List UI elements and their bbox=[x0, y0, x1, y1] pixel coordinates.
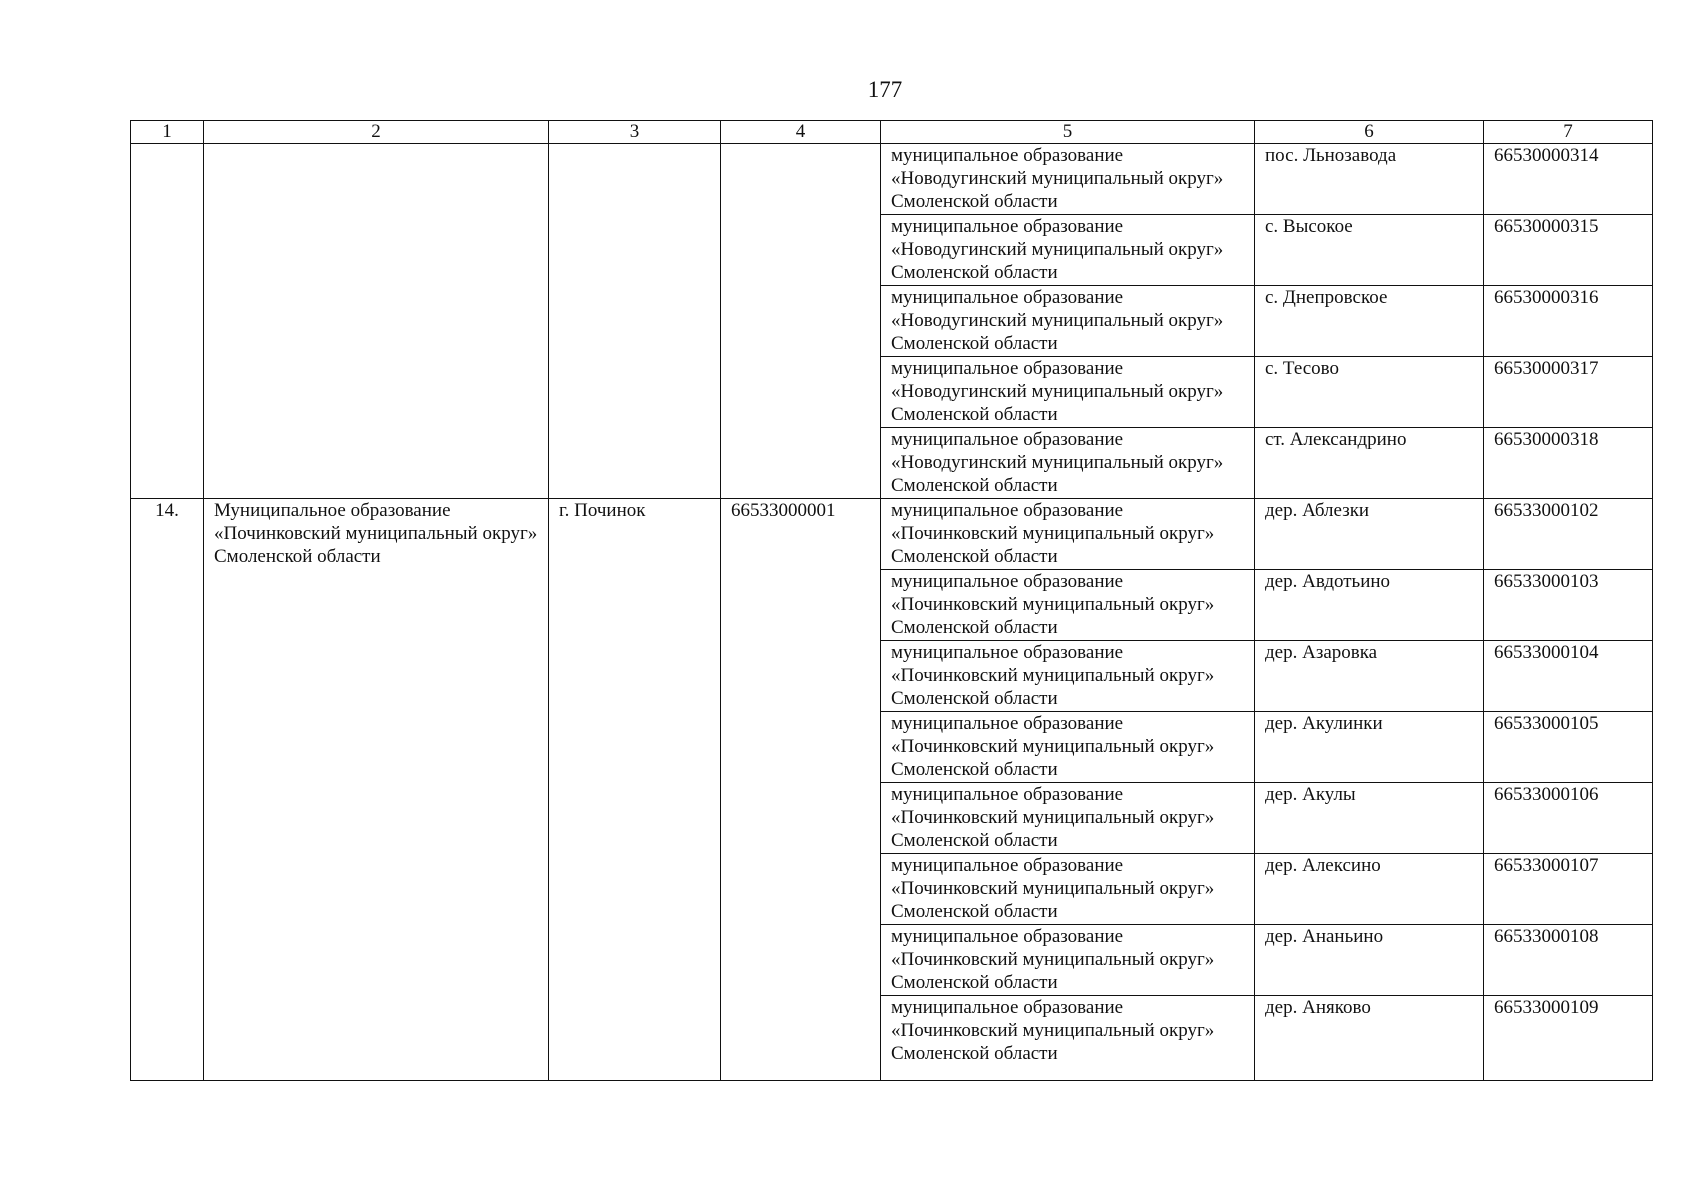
code-cell: 66533000103 bbox=[1484, 570, 1653, 641]
row-number-cell: 14. bbox=[131, 499, 204, 1081]
code-cell: 66533000107 bbox=[1484, 854, 1653, 925]
settlement-cell: дер. Алексино bbox=[1255, 854, 1484, 925]
settlement-cell: дер. Аняково bbox=[1255, 996, 1484, 1081]
admin-center-code-cell: 66533000001 bbox=[721, 499, 881, 1081]
settlement-cell: пос. Льнозавода bbox=[1255, 144, 1484, 215]
column-number-row bbox=[131, 121, 1653, 144]
column-header: 5 bbox=[881, 121, 1255, 144]
code-cell: 66533000106 bbox=[1484, 783, 1653, 854]
municipal-district-cell bbox=[204, 144, 549, 499]
settlement-cell: дер. Аблезки bbox=[1255, 499, 1484, 570]
settlement-cell: дер. Авдотьино bbox=[1255, 570, 1484, 641]
municipality-cell: муниципальное образование «Починковский муниципальный округ» Смоленской области bbox=[881, 854, 1255, 925]
code-cell: 66530000315 bbox=[1484, 215, 1653, 286]
municipality-cell: муниципальное образование «Починковский муниципальный округ» Смоленской области bbox=[881, 570, 1255, 641]
settlement-cell: дер. Ананьино bbox=[1255, 925, 1484, 996]
municipality-cell: муниципальное образование «Починковский муниципальный округ» Смоленской области bbox=[881, 641, 1255, 712]
municipality-cell: муниципальное образование «Новодугинский муниципальный округ» Смоленской области bbox=[881, 144, 1255, 215]
code-cell: 66530000316 bbox=[1484, 286, 1653, 357]
settlement-cell: ст. Александрино bbox=[1255, 428, 1484, 499]
column-header: 6 bbox=[1255, 121, 1484, 144]
municipality-cell: муниципальное образование «Новодугинский муниципальный округ» Смоленской области bbox=[881, 428, 1255, 499]
admin-center-cell bbox=[549, 144, 721, 499]
municipal-district-cell: Муниципальное образование «Починковский муниципальный округ» Смоленской области bbox=[204, 499, 549, 1081]
municipality-cell: муниципальное образование «Починковский муниципальный округ» Смоленской области bbox=[881, 925, 1255, 996]
settlement-cell: дер. Акулы bbox=[1255, 783, 1484, 854]
settlement-cell: дер. Акулинки bbox=[1255, 712, 1484, 783]
municipality-cell: муниципальное образование «Новодугинский муниципальный округ» Смоленской области bbox=[881, 357, 1255, 428]
code-cell: 66533000105 bbox=[1484, 712, 1653, 783]
table-row bbox=[131, 144, 1653, 215]
row-number-cell bbox=[131, 144, 204, 499]
column-header: 4 bbox=[721, 121, 881, 144]
code-cell: 66530000317 bbox=[1484, 357, 1653, 428]
municipality-cell: муниципальное образование «Починковский муниципальный округ» Смоленской области bbox=[881, 783, 1255, 854]
settlement-cell: с. Высокое bbox=[1255, 215, 1484, 286]
code-cell: 66533000102 bbox=[1484, 499, 1653, 570]
settlements-table bbox=[130, 120, 1653, 1081]
code-cell: 66533000104 bbox=[1484, 641, 1653, 712]
code-cell: 66530000318 bbox=[1484, 428, 1653, 499]
admin-center-code-cell bbox=[721, 144, 881, 499]
settlement-cell: с. Днепровское bbox=[1255, 286, 1484, 357]
page-number: 177 bbox=[867, 77, 903, 102]
municipality-cell: муниципальное образование «Новодугинский муниципальный округ» Смоленской области bbox=[881, 286, 1255, 357]
code-cell: 66533000109 bbox=[1484, 996, 1653, 1081]
settlement-cell: дер. Азаровка bbox=[1255, 641, 1484, 712]
code-cell: 66533000108 bbox=[1484, 925, 1653, 996]
table-row bbox=[131, 499, 1653, 570]
settlement-cell: с. Тесово bbox=[1255, 357, 1484, 428]
municipality-cell: муниципальное образование «Починковский муниципальный округ» Смоленской области bbox=[881, 499, 1255, 570]
admin-center-cell: г. Починок bbox=[549, 499, 721, 1081]
code-cell: 66530000314 bbox=[1484, 144, 1653, 215]
municipality-cell: муниципальное образование «Новодугинский муниципальный округ» Смоленской области bbox=[881, 215, 1255, 286]
municipality-cell: муниципальное образование «Починковский муниципальный округ» Смоленской области bbox=[881, 712, 1255, 783]
municipality-cell: муниципальное образование «Починковский муниципальный округ» Смоленской области bbox=[881, 996, 1255, 1081]
column-header: 2 bbox=[204, 121, 549, 144]
column-header: 3 bbox=[549, 121, 721, 144]
column-header: 7 bbox=[1484, 121, 1653, 144]
column-header: 1 bbox=[131, 121, 204, 144]
